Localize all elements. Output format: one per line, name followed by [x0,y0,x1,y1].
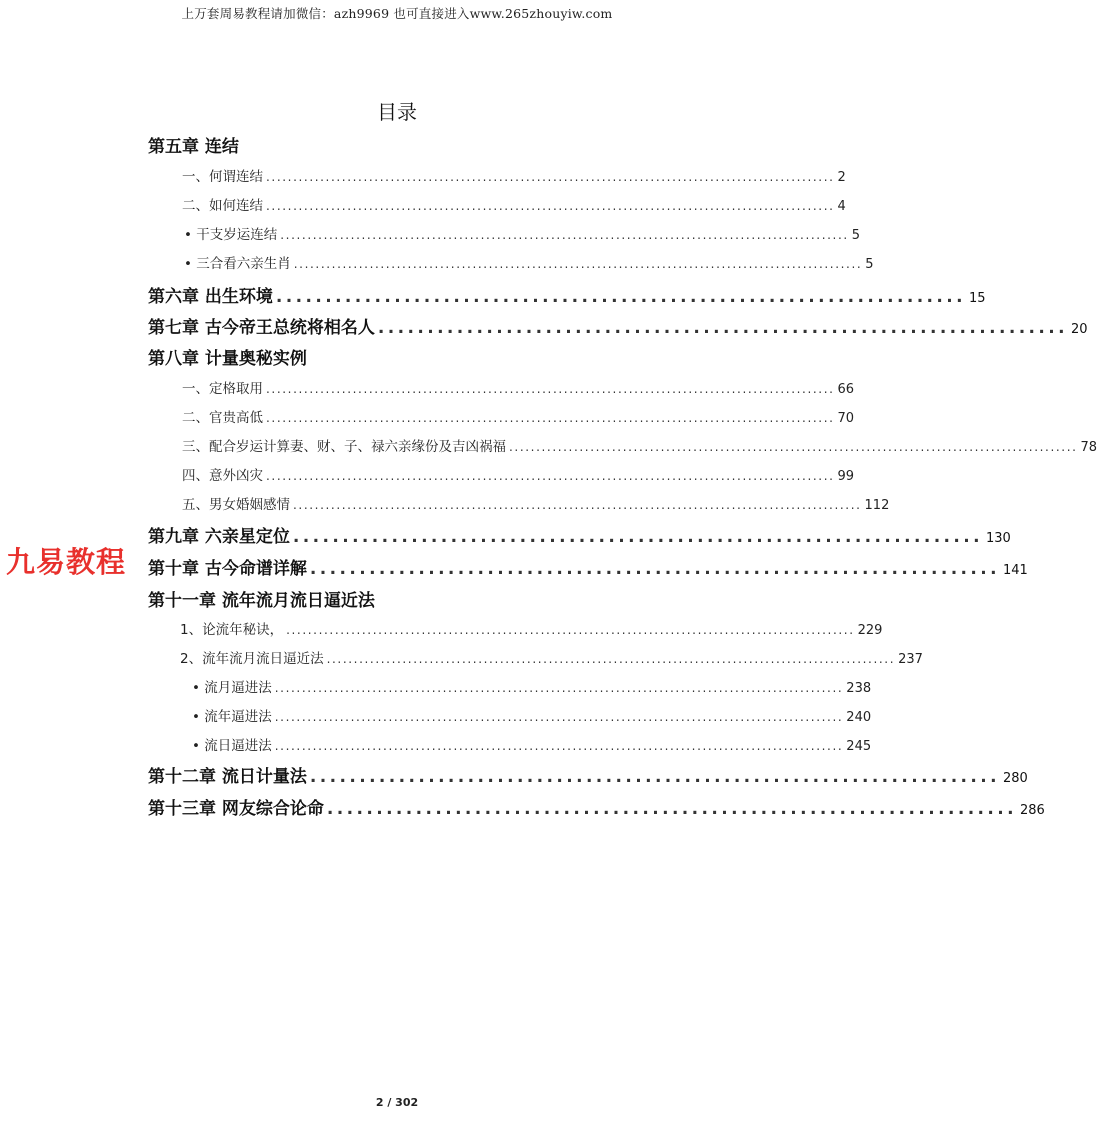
toc-entry[interactable] [182,464,855,484]
toc-entry[interactable] [182,435,1097,455]
toc-chapter-8[interactable] [148,344,635,369]
toc-leader-dots: ...................................................................... [377,318,1068,338]
page-title: 目录 [377,100,417,124]
toc-leader-dots: ......................................................................................................... [293,498,862,512]
toc-page-number: 15 [968,291,986,306]
toc-label: 一、定格取用 [182,381,263,397]
page-indicator: 2 / 302 [375,1096,419,1109]
toc-entry[interactable] [182,194,846,214]
toc-label: 二、官贵高低 [182,410,263,426]
toc-label: 四、意外凶灾 [182,468,263,484]
toc-chapter-5[interactable] [148,132,635,157]
toc-entry[interactable] [182,406,855,426]
toc-label: 第十一章 流年流月流日逼近法 [148,591,375,611]
toc-label: 一、何谓连结 [182,169,263,185]
toc-label: 第十二章 流日计量法 [148,767,307,787]
toc-label: 1、论流年秘诀， [180,622,284,638]
toc-chapter-10[interactable] [148,554,1028,579]
toc-page-number: 130 [985,531,1011,546]
toc-label: 第五章 连结 [148,137,239,157]
toc-chapter-13[interactable] [148,794,1045,819]
toc-leader-dots: ......................................................................................................... [266,199,835,213]
toc-page-number: 70 [837,411,855,426]
toc-label: 第九章 六亲星定位 [148,527,290,547]
toc-label: 二、如何连结 [182,198,263,214]
toc-label: • 三合看六亲生肖 [184,256,291,272]
toc-page-number: 99 [837,469,855,484]
toc-label: 第六章 出生环境 [148,287,273,307]
toc-page-number: 240 [846,710,872,725]
toc-chapter-12[interactable] [148,762,1028,787]
toc-entry[interactable] [192,676,872,696]
toc-label: • 流年逼进法 [192,709,272,725]
toc-page-number: 112 [864,498,890,513]
toc-label: 第十章 古今命谱详解 [148,559,307,579]
toc-page-number: 237 [898,652,923,667]
toc-page-number: 238 [846,681,872,696]
toc-leader-dots: ......................................................................................................... [326,652,896,666]
toc-page-number: 245 [846,739,872,754]
toc-chapter-11[interactable] [148,586,635,611]
page-header: 上万套周易教程请加微信：azh9969 也可直接进入www.265zhouyiw.com [181,6,613,21]
toc-label: 第七章 古今帝王总统将相名人 [148,318,375,338]
toc-page-number: 286 [1019,803,1045,818]
toc-chapter-7[interactable] [148,313,1088,338]
toc-leader-dots: ...................................................................... [292,527,983,547]
toc-leader-dots: ......................................................................................................... [266,170,835,184]
toc-label: 2、流年流月流日逼近法 [180,651,324,667]
toc-leader-dots: ...................................................................... [326,799,1017,819]
toc-label: 第八章 计量奥秘实例 [148,349,307,369]
toc-leader-dots: ......................................................................................................... [286,623,855,637]
toc-leader-dots: ......................................................................................................... [266,411,835,425]
toc-label: • 干支岁运连结 [184,227,278,243]
toc-leader-dots: ......................................................................................................... [274,739,844,753]
toc-page-number: 66 [837,382,855,397]
toc-entry[interactable] [180,618,883,638]
toc-label: 三、配合岁运计算妻、财、子、禄六亲缘份及吉凶祸福 [182,439,506,455]
toc-label: 第十三章 网友综合论命 [148,799,324,819]
toc-label: 五、男女婚姻感情 [182,497,290,513]
toc-page-number: 5 [865,257,874,272]
toc-leader-dots: ......................................................................................................... [274,681,844,695]
toc-page-number: 229 [857,623,883,638]
toc-leader-dots: ...................................................................... [309,767,1000,787]
toc-leader-dots: ......................................................................................................... [266,382,835,396]
toc-page-number: 5 [851,228,861,243]
toc-chapter-9[interactable] [148,522,1011,547]
toc-page-number: 4 [837,199,846,214]
toc-entry[interactable] [192,734,872,754]
toc-page-number: 20 [1070,322,1088,337]
toc-leader-dots: ...................................................................... [275,287,966,307]
toc-entry[interactable] [182,165,846,185]
watermark-logo: 九易教程 [6,545,127,579]
toc-leader-dots: ......................................................................................................... [266,469,835,483]
toc-entry[interactable] [192,705,872,725]
toc-page-number: 2 [837,170,846,185]
toc-leader-dots: ......................................................................................................... [274,710,844,724]
toc-leader-dots: ......................................................................................................... [280,228,849,242]
toc-leader-dots: ......................................................................................................... [509,440,1078,454]
toc-entry[interactable] [182,377,855,397]
toc-entry[interactable] [182,493,890,513]
toc-page-number: 78 [1080,440,1097,455]
toc-chapter-6[interactable] [148,282,986,307]
toc-label: • 流月逼进法 [192,680,272,696]
toc-leader-dots: ......................................................................................................... [293,257,863,271]
toc-page-number: 280 [1002,771,1028,786]
toc-page-number: 141 [1002,563,1028,578]
toc-entry[interactable] [184,223,861,243]
toc-leader-dots: ...................................................................... [309,559,1000,579]
toc-entry[interactable] [180,647,923,667]
toc-label: • 流日逼进法 [192,738,272,754]
toc-entry[interactable] [184,252,874,272]
